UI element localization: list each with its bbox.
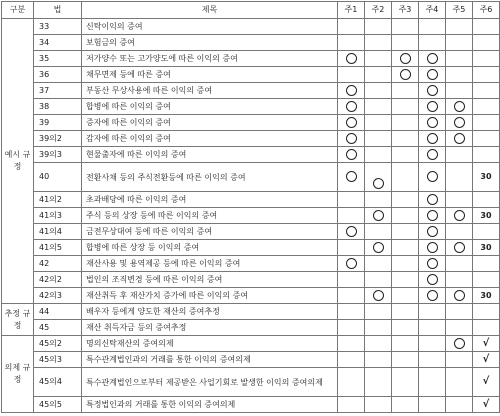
provision-title: 초과배당에 따른 이익의 증여 (82, 192, 338, 208)
mark-cell-col-1 (338, 208, 365, 224)
mark-cell-col-6 (473, 256, 500, 272)
provision-title: 재산 취득자금 등의 증여추정 (82, 320, 338, 336)
header-col-1: 주1 (338, 2, 365, 19)
mark-cell-col-5 (446, 224, 473, 240)
table-row (2, 35, 500, 51)
provision-title: 채무면제 등에 따른 증여 (82, 67, 338, 83)
mark-cell-col-4 (419, 35, 446, 51)
mark-cell-col-2 (365, 35, 392, 51)
mark-cell-col-2 (365, 240, 392, 256)
circle-icon (427, 117, 438, 128)
mark-cell-col-6 (473, 147, 500, 163)
provision-title: 명의신탁재산의 증여의제 (82, 336, 338, 352)
table-row (2, 336, 500, 352)
mark-cell-col-1 (338, 320, 365, 336)
mark-cell-col-6 (473, 163, 500, 192)
check-icon: √ (482, 337, 490, 349)
category-presumption: 추정 규정 (2, 304, 34, 336)
mark-cell-col-2 (365, 224, 392, 240)
mark-cell-col-1 (338, 83, 365, 99)
table-row (2, 208, 500, 224)
circle-icon (454, 133, 465, 144)
value-label: 30 (480, 210, 492, 220)
provision-title: 특수관계법인으로부터 제공받은 사업기회로 발생한 이익의 증여의제 (82, 368, 338, 397)
law-article: 45의4 (34, 368, 82, 397)
header-law: 법 (34, 2, 82, 19)
mark-cell-col-5 (446, 147, 473, 163)
circle-icon (346, 226, 357, 237)
table-row (2, 67, 500, 83)
mark-cell-col-3 (392, 368, 419, 397)
mark-cell-col-6 (473, 83, 500, 99)
mark-cell-col-5 (446, 240, 473, 256)
mark-cell-col-1 (338, 352, 365, 368)
law-article: 41의4 (34, 224, 82, 240)
law-article: 39 (34, 115, 82, 131)
mark-cell-col-5 (446, 208, 473, 224)
check-icon: √ (482, 398, 490, 410)
check-icon: √ (482, 353, 490, 365)
law-article: 41의5 (34, 240, 82, 256)
mark-cell-col-3 (392, 304, 419, 320)
mark-cell-col-3 (392, 83, 419, 99)
circle-icon (427, 133, 438, 144)
mark-cell-col-3 (392, 256, 419, 272)
circle-icon (454, 117, 465, 128)
mark-cell-col-2 (365, 208, 392, 224)
mark-cell-col-4 (419, 99, 446, 115)
mark-cell-col-1 (338, 336, 365, 352)
mark-cell-col-4 (419, 19, 446, 35)
mark-cell-col-1 (338, 131, 365, 147)
mark-cell-col-1 (338, 192, 365, 208)
mark-cell-col-4 (419, 192, 446, 208)
mark-cell-col-4 (419, 352, 446, 368)
mark-cell-col-1 (338, 224, 365, 240)
mark-cell-col-6 (473, 272, 500, 288)
mark-cell-col-4 (419, 240, 446, 256)
provision-title: 증자에 따른 이익의 증여 (82, 115, 338, 131)
law-article: 39의2 (34, 131, 82, 147)
table-row (2, 240, 500, 256)
table-row (2, 51, 500, 67)
mark-cell-col-6 (473, 397, 500, 413)
circle-icon (373, 242, 384, 253)
mark-cell-col-3 (392, 352, 419, 368)
table-row (2, 272, 500, 288)
mark-cell-col-2 (365, 336, 392, 352)
mark-cell-col-1 (338, 288, 365, 304)
mark-cell-col-5 (446, 51, 473, 67)
law-article: 45의2 (34, 336, 82, 352)
provision-title: 저가양수 또는 고가양도에 따른 이익의 증여 (82, 51, 338, 67)
mark-cell-col-2 (365, 368, 392, 397)
mark-cell-col-6 (473, 352, 500, 368)
mark-cell-col-6 (473, 288, 500, 304)
mark-cell-col-2 (365, 115, 392, 131)
mark-cell-col-3 (392, 288, 419, 304)
law-article: 45 (34, 320, 82, 336)
law-article: 37 (34, 83, 82, 99)
circle-icon (373, 178, 384, 189)
mark-cell-col-5 (446, 19, 473, 35)
law-article: 40 (34, 163, 82, 192)
provision-title: 합병에 따른 상장 등 이익의 증여 (82, 240, 338, 256)
mark-cell-col-4 (419, 83, 446, 99)
mark-cell-col-1 (338, 99, 365, 115)
law-article: 42 (34, 256, 82, 272)
mark-cell-col-2 (365, 192, 392, 208)
circle-icon (427, 69, 438, 80)
mark-cell-col-4 (419, 208, 446, 224)
mark-cell-col-3 (392, 192, 419, 208)
value-label: 30 (480, 172, 492, 181)
mark-cell-col-3 (392, 336, 419, 352)
mark-cell-col-2 (365, 51, 392, 67)
mark-cell-col-5 (446, 256, 473, 272)
provision-title: 재산취득 후 재산가치 증가에 따른 이익의 증여 (82, 288, 338, 304)
header-col-5: 주5 (446, 2, 473, 19)
table-row (2, 352, 500, 368)
mark-cell-col-4 (419, 288, 446, 304)
header-title: 제목 (82, 2, 338, 19)
mark-cell-col-6 (473, 208, 500, 224)
mark-cell-col-2 (365, 352, 392, 368)
value-label: 30 (480, 290, 492, 300)
law-article: 36 (34, 67, 82, 83)
mark-cell-col-3 (392, 67, 419, 83)
mark-cell-col-5 (446, 352, 473, 368)
mark-cell-col-5 (446, 35, 473, 51)
mark-cell-col-2 (365, 83, 392, 99)
mark-cell-col-4 (419, 397, 446, 413)
mark-cell-col-6 (473, 320, 500, 336)
provision-title: 감자에 따른 이익의 증여 (82, 131, 338, 147)
header-row (2, 2, 500, 19)
category-deemed: 의제 규정 (2, 336, 34, 413)
circle-icon (346, 149, 357, 160)
table-row (2, 320, 500, 336)
circle-icon (427, 210, 438, 221)
mark-cell-col-2 (365, 67, 392, 83)
mark-cell-col-1 (338, 19, 365, 35)
mark-cell-col-4 (419, 51, 446, 67)
mark-cell-col-6 (473, 35, 500, 51)
circle-icon (427, 242, 438, 253)
mark-cell-col-5 (446, 368, 473, 397)
provision-title: 특정법인과의 거래를 통한 이익의 증여의제 (82, 397, 338, 413)
mark-cell-col-6 (473, 19, 500, 35)
mark-cell-col-3 (392, 115, 419, 131)
law-article: 39의3 (34, 147, 82, 163)
mark-cell-col-1 (338, 240, 365, 256)
table-row (2, 304, 500, 320)
check-icon: √ (482, 376, 490, 387)
mark-cell-col-6 (473, 51, 500, 67)
mark-cell-col-4 (419, 336, 446, 352)
mark-cell-col-6 (473, 240, 500, 256)
mark-cell-col-1 (338, 397, 365, 413)
mark-cell-col-1 (338, 368, 365, 397)
table-row (2, 83, 500, 99)
mark-cell-col-3 (392, 19, 419, 35)
circle-icon (427, 274, 438, 285)
mark-cell-col-2 (365, 131, 392, 147)
mark-cell-col-6 (473, 99, 500, 115)
provision-title: 재산사용 및 용역제공 등에 따른 이익의 증여 (82, 256, 338, 272)
law-article: 38 (34, 99, 82, 115)
mark-cell-col-2 (365, 288, 392, 304)
mark-cell-col-4 (419, 224, 446, 240)
mark-cell-col-4 (419, 67, 446, 83)
circle-icon (454, 210, 465, 221)
circle-icon (427, 290, 438, 301)
mark-cell-col-6 (473, 115, 500, 131)
circle-icon (427, 226, 438, 237)
mark-cell-col-5 (446, 163, 473, 192)
circle-icon (400, 53, 411, 64)
circle-icon (427, 101, 438, 112)
header-col-2: 주2 (365, 2, 392, 19)
mark-cell-col-3 (392, 320, 419, 336)
mark-cell-col-2 (365, 99, 392, 115)
law-article: 41의3 (34, 208, 82, 224)
mark-cell-col-1 (338, 115, 365, 131)
mark-cell-col-4 (419, 115, 446, 131)
mark-cell-col-4 (419, 163, 446, 192)
mark-cell-col-4 (419, 304, 446, 320)
mark-cell-col-3 (392, 35, 419, 51)
mark-cell-col-6 (473, 192, 500, 208)
mark-cell-col-5 (446, 99, 473, 115)
gift-tax-provisions-table (1, 1, 500, 413)
table-row (2, 163, 500, 192)
table-row (2, 147, 500, 163)
provision-title: 전환사채 등의 주식전환등에 따른 이익의 증여 (82, 163, 338, 192)
circle-icon (346, 258, 357, 269)
mark-cell-col-5 (446, 397, 473, 413)
provision-title: 합병에 따른 이익의 증여 (82, 99, 338, 115)
law-article: 45의5 (34, 397, 82, 413)
table-row (2, 99, 500, 115)
mark-cell-col-4 (419, 320, 446, 336)
mark-cell-col-3 (392, 51, 419, 67)
mark-cell-col-6 (473, 336, 500, 352)
circle-icon (454, 338, 465, 349)
provision-title: 금전무상대여 등에 따른 이익의 증여 (82, 224, 338, 240)
law-article: 45의3 (34, 352, 82, 368)
circle-icon (346, 171, 357, 182)
mark-cell-col-3 (392, 147, 419, 163)
circle-icon (346, 85, 357, 96)
circle-icon (427, 53, 438, 64)
mark-cell-col-3 (392, 240, 419, 256)
table-row (2, 19, 500, 35)
mark-cell-col-1 (338, 272, 365, 288)
category-example: 예시 규정 (2, 19, 34, 304)
mark-cell-col-4 (419, 368, 446, 397)
mark-cell-col-2 (365, 397, 392, 413)
mark-cell-col-5 (446, 304, 473, 320)
mark-cell-col-5 (446, 320, 473, 336)
table-row (2, 224, 500, 240)
mark-cell-col-3 (392, 397, 419, 413)
mark-cell-col-4 (419, 256, 446, 272)
mark-cell-col-3 (392, 272, 419, 288)
mark-cell-col-6 (473, 368, 500, 397)
provision-title: 특수관계법인과의 거래를 통한 이익의 증여의제 (82, 352, 338, 368)
mark-cell-col-6 (473, 67, 500, 83)
law-article: 44 (34, 304, 82, 320)
provision-title: 현물출자에 따른 이익의 증여 (82, 147, 338, 163)
table-row (2, 131, 500, 147)
mark-cell-col-2 (365, 19, 392, 35)
circle-icon (346, 53, 357, 64)
mark-cell-col-1 (338, 51, 365, 67)
table-row (2, 192, 500, 208)
circle-icon (427, 85, 438, 96)
circle-icon (346, 101, 357, 112)
mark-cell-col-5 (446, 288, 473, 304)
circle-icon (454, 101, 465, 112)
mark-cell-col-1 (338, 304, 365, 320)
mark-cell-col-2 (365, 320, 392, 336)
law-article: 35 (34, 51, 82, 67)
value-label: 30 (480, 242, 492, 252)
mark-cell-col-6 (473, 224, 500, 240)
circle-icon (454, 290, 465, 301)
mark-cell-col-4 (419, 272, 446, 288)
provision-title: 부동산 무상사용에 따른 이익의 증여 (82, 83, 338, 99)
mark-cell-col-2 (365, 256, 392, 272)
provision-title: 법인의 조직변경 등에 따른 이익의 증여 (82, 272, 338, 288)
mark-cell-col-2 (365, 147, 392, 163)
mark-cell-col-3 (392, 131, 419, 147)
law-article: 41의2 (34, 192, 82, 208)
header-col-3: 주3 (392, 2, 419, 19)
table-row (2, 288, 500, 304)
mark-cell-col-1 (338, 256, 365, 272)
mark-cell-col-1 (338, 163, 365, 192)
mark-cell-col-1 (338, 67, 365, 83)
provision-title: 신탁이익의 증여 (82, 19, 338, 35)
mark-cell-col-6 (473, 131, 500, 147)
circle-icon (400, 69, 411, 80)
law-article: 42의3 (34, 288, 82, 304)
mark-cell-col-3 (392, 224, 419, 240)
mark-cell-col-5 (446, 272, 473, 288)
law-article: 33 (34, 19, 82, 35)
header-col-4: 주4 (419, 2, 446, 19)
provision-title: 배우자 등에게 양도한 재산의 증여추정 (82, 304, 338, 320)
table-row (2, 368, 500, 397)
mark-cell-col-5 (446, 131, 473, 147)
circle-icon (373, 210, 384, 221)
circle-icon (427, 149, 438, 160)
mark-cell-col-3 (392, 99, 419, 115)
circle-icon (346, 117, 357, 128)
mark-cell-col-5 (446, 336, 473, 352)
mark-cell-col-5 (446, 67, 473, 83)
mark-cell-col-1 (338, 147, 365, 163)
law-article: 42의2 (34, 272, 82, 288)
table-row (2, 115, 500, 131)
law-article: 34 (34, 35, 82, 51)
circle-icon (427, 171, 438, 182)
provision-title: 보험금의 증여 (82, 35, 338, 51)
mark-cell-col-1 (338, 35, 365, 51)
mark-cell-col-2 (365, 163, 392, 192)
header-category: 구분 (2, 2, 34, 19)
mark-cell-col-5 (446, 192, 473, 208)
mark-cell-col-4 (419, 131, 446, 147)
mark-cell-col-5 (446, 83, 473, 99)
circle-icon (454, 242, 465, 253)
table-row (2, 256, 500, 272)
provision-title: 주식 등의 상장 등에 따른 이익의 증여 (82, 208, 338, 224)
circle-icon (346, 133, 357, 144)
header-col-6: 주6 (473, 2, 500, 19)
circle-icon (427, 258, 438, 269)
mark-cell-col-6 (473, 304, 500, 320)
mark-cell-col-3 (392, 163, 419, 192)
mark-cell-col-5 (446, 115, 473, 131)
mark-cell-col-4 (419, 147, 446, 163)
mark-cell-col-2 (365, 304, 392, 320)
mark-cell-col-2 (365, 272, 392, 288)
circle-icon (427, 194, 438, 205)
table-row (2, 397, 500, 413)
mark-cell-col-3 (392, 208, 419, 224)
circle-icon (373, 290, 384, 301)
